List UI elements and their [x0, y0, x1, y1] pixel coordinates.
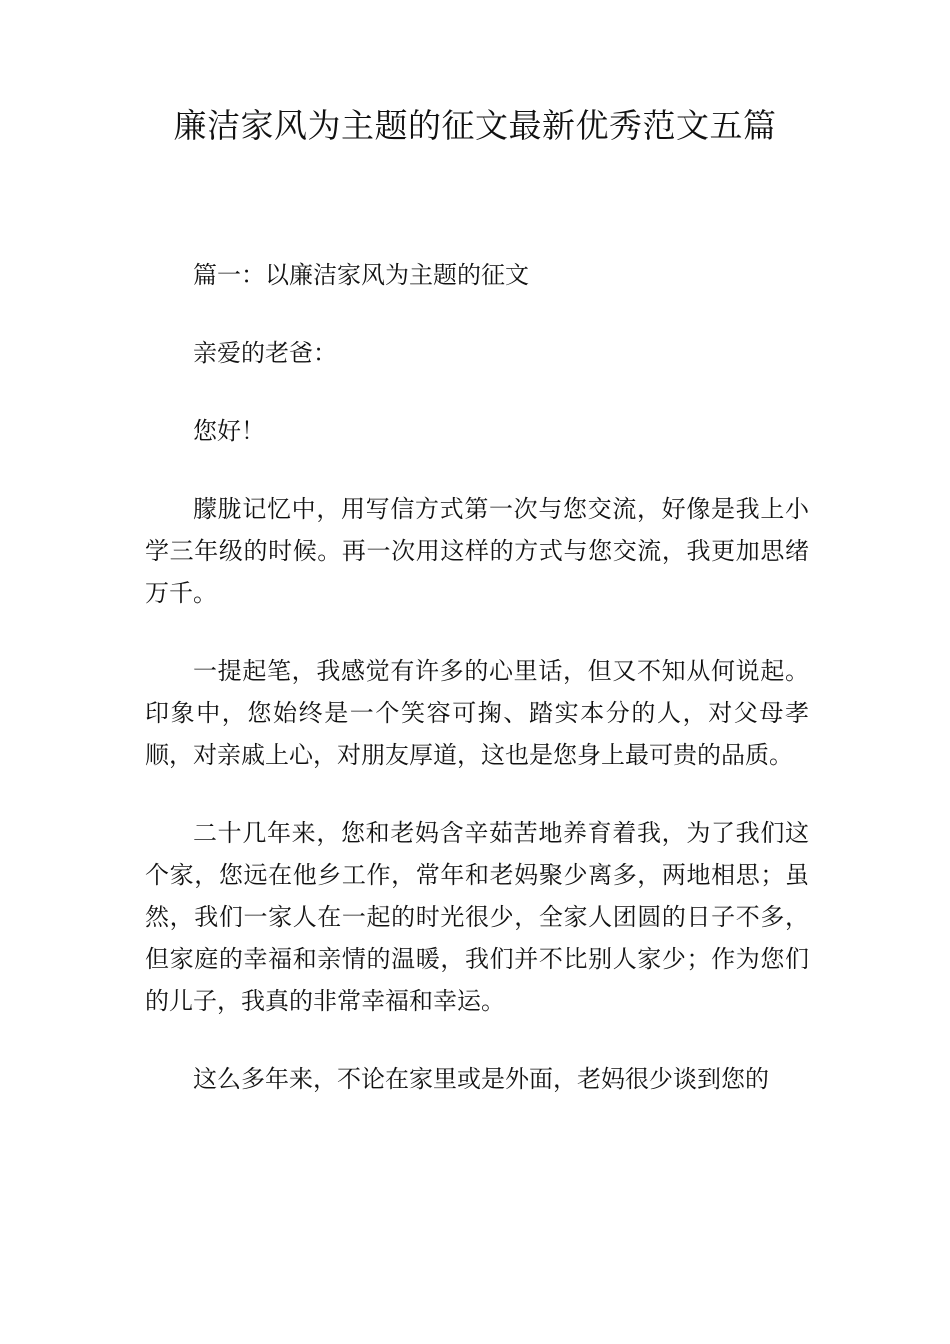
document-title: 廉洁家风为主题的征文最新优秀范文五篇 [173, 106, 777, 145]
paragraph-section-heading: 篇一：以廉洁家风为主题的征文 [193, 261, 529, 289]
paragraph-salutation: 亲爱的老爸： [193, 339, 337, 367]
paragraph-body: 朦胧记忆中，用写信方式第一次与您交流，好像是我上小学三年级的时候。再一次用这样的方式与您交流，我更加思绪万千。 [145, 495, 809, 607]
paragraph-body: 二十几年来，您和老妈含辛茹苦地养育着我，为了我们这个家，您远在他乡工作，常年和老妈聚少离多，两地相思；虽然，我们一家人在一起的时光很少，全家人团圆的日子不多，但家庭的幸福和亲情的温暖，我们并不比别人家少；作为您们的儿子，我真的非常幸福和幸运。 [145, 819, 809, 1015]
document-body [145, 254, 809, 1136]
paragraph-body: 这么多年来，不论在家里或是外面，老妈很少谈到您的 [193, 1065, 769, 1093]
paragraph-greeting: 您好！ [193, 417, 265, 445]
paragraph-body: 一提起笔，我感觉有许多的心里话，但又不知从何说起。印象中，您始终是一个笑容可掬、踏实本分的人，对父母孝顺，对亲戚上心，对朋友厚道，这也是您身上最可贵的品质。 [145, 657, 809, 769]
